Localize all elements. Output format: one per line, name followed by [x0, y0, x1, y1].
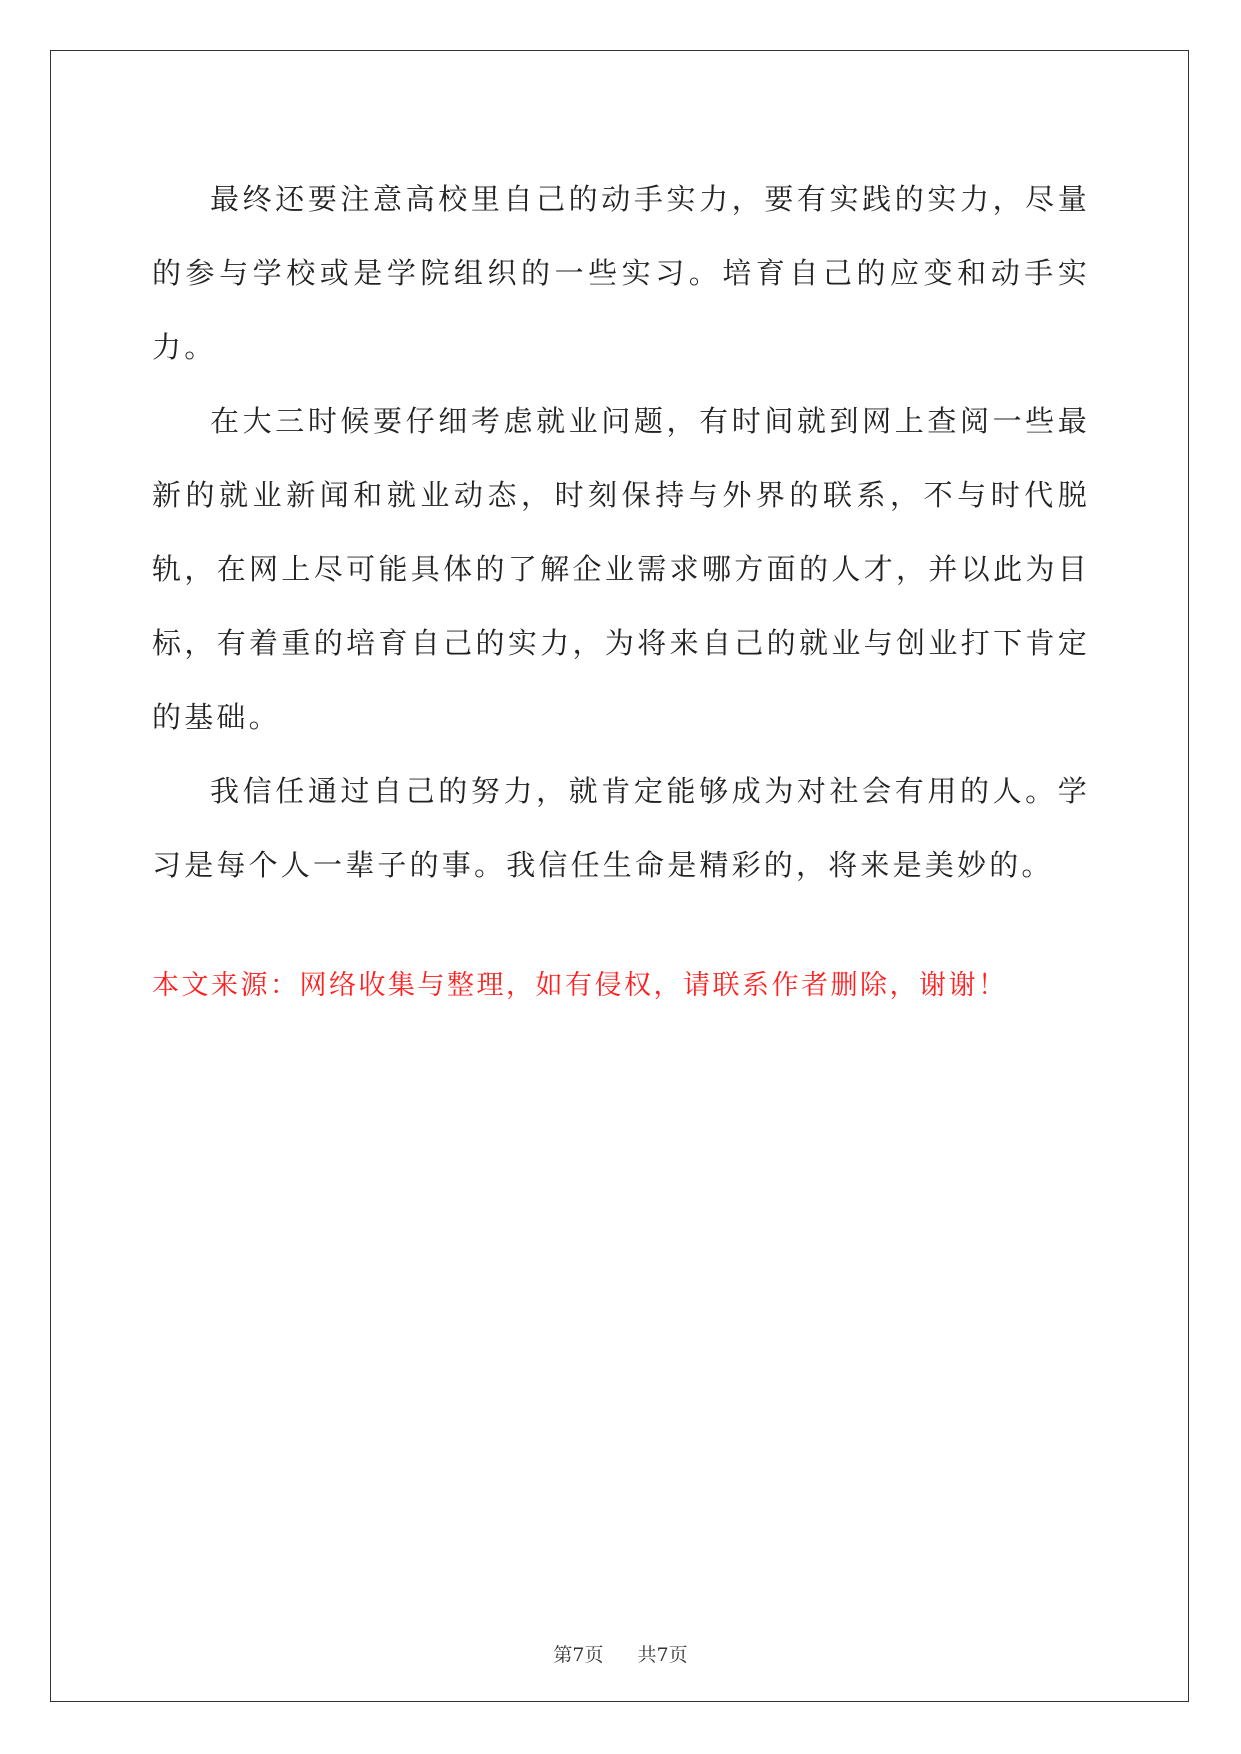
paragraph-employment: 在大三时候要仔细考虑就业问题，有时间就到网上查阅一些最新的就业新闻和就业动态，时刻保持与外界的联系，不与时代脱轨，在网上尽可能具体的了解企业需求哪方面的人才，并以此为目标，有着重的培育自己的实力，为将来自己的就业与创业打下肯定的基础。 [152, 404, 1090, 734]
page-total: 共7页 [637, 1644, 688, 1666]
paragraph-belief: 我信任通过自己的努力，就肯定能够成为对社会有用的人。学习是每个人一辈子的事。我信任生命是精彩的，将来是美妙的。 [152, 774, 1090, 882]
document-body [152, 162, 1090, 1006]
paragraph-practice: 最终还要注意高校里自己的动手实力，要有实践的实力，尽量的参与学校或是学院组织的一些实习。培育自己的应变和动手实力。 [152, 182, 1090, 364]
page-number: 第7页 [553, 1644, 604, 1666]
source-disclaimer: 本文来源：网络收集与整理，如有侵权，请联系作者删除，谢谢！ [152, 970, 1008, 1001]
page-footer [0, 1640, 1241, 1667]
